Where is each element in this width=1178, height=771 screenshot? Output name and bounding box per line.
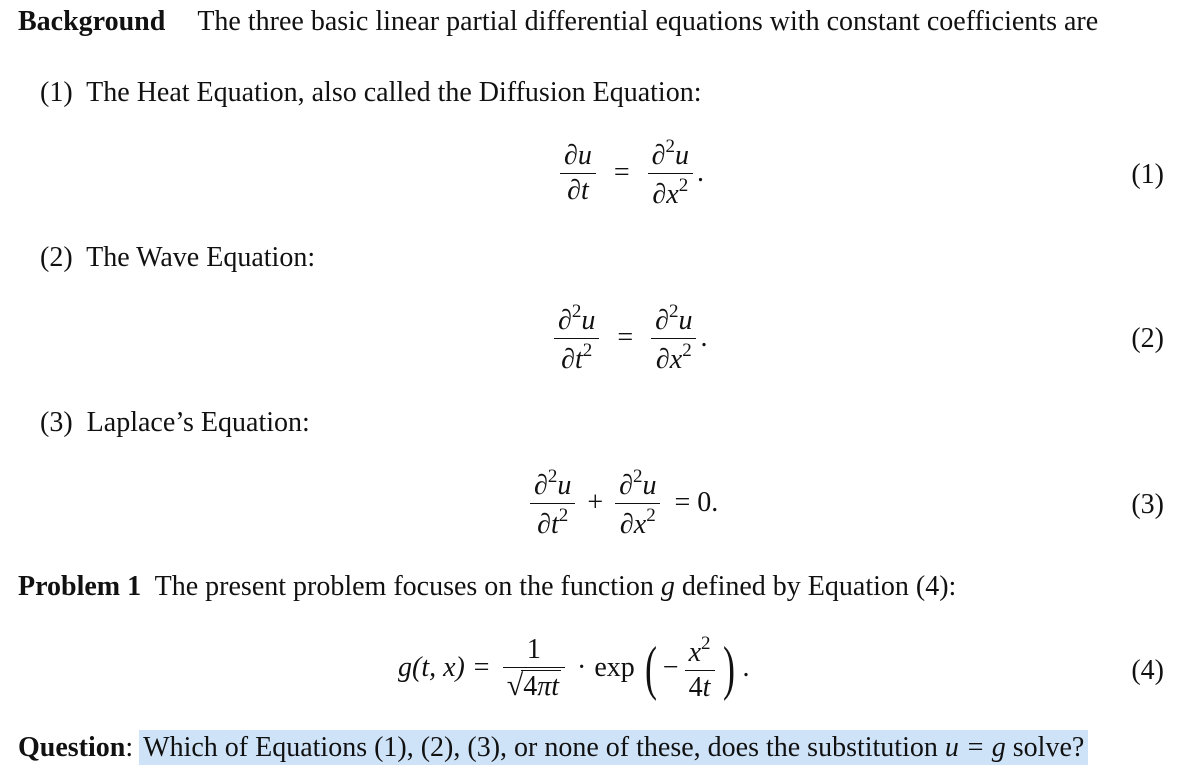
problem-heading: Problem 1 <box>18 571 142 602</box>
fraction: 1 √ 4πt <box>503 635 565 702</box>
question-highlight <box>139 730 1088 765</box>
item-heat-equation <box>40 79 701 107</box>
problem-text-after: defined by Equation (4): <box>681 571 957 602</box>
question-colon: : <box>125 732 134 763</box>
equation-4: g(t, x) = 1 √ 4πt · exp ( − $\frac{x^2}{4t}$ ) . <box>398 632 750 703</box>
equation-4-lhs: g(t, x) = <box>398 652 491 683</box>
equation-number-1: (1) <box>1131 159 1164 190</box>
background-heading: Background <box>18 6 166 37</box>
equation-number-3: (3) <box>1131 489 1164 520</box>
background-text: The three basic linear partial differential equations with constant coefficients are <box>197 6 1099 37</box>
fraction: $\frac{\partial^2u}{\partial x^2}$ <box>648 137 693 210</box>
question-math: u = g <box>944 732 1006 763</box>
item-label: (3) <box>40 407 73 438</box>
fraction: $\frac{\partial^2u}{\partial t^2}$ <box>530 467 575 540</box>
item-laplace-equation <box>40 409 310 437</box>
equation-1: $\frac{\partial u}{\partial t}$ = $\frac{\partial^2u}{\partial x^2}$ . <box>556 133 704 213</box>
fraction: $\frac{\partial u}{\partial t}$ <box>560 141 596 206</box>
problem-text-before: The present problem focuses on the function <box>154 571 654 602</box>
equation-3: $\frac{\partial^2u}{\partial t^2}$ + $\frac{\partial^2u}{\partial x^2}$ = 0. <box>526 463 718 543</box>
exp-function: exp <box>594 652 635 683</box>
fraction: $\frac{\partial^2u}{\partial x^2}$ <box>651 302 696 375</box>
problem-symbol: g <box>660 571 675 602</box>
item-text: The Heat Equation, also called the Diffusion Equation: <box>86 77 702 108</box>
item-label: (2) <box>40 242 73 273</box>
question-text-after: solve? <box>1012 732 1085 763</box>
background-paragraph <box>18 8 1098 36</box>
question-heading: Question <box>18 732 126 763</box>
fraction: $\frac{\partial^2u}{\partial x^2}$ <box>615 467 660 540</box>
problem-paragraph <box>18 573 956 601</box>
item-text: Laplace’s Equation: <box>86 407 310 438</box>
equation-2: $\frac{\partial^2u}{\partial t^2}$ = $\frac{\partial^2u}{\partial x^2}$ . <box>550 298 707 378</box>
item-label: (1) <box>40 77 73 108</box>
item-text: The Wave Equation: <box>86 242 316 273</box>
question-text-before: Which of Equations (1), (2), (3), or none of these, does the substitution <box>143 732 938 763</box>
fraction: $\frac{\partial^2u}{\partial t^2}$ <box>554 302 599 375</box>
item-wave-equation <box>40 244 315 272</box>
equation-number-2: (2) <box>1131 323 1164 354</box>
question-paragraph <box>18 734 1088 762</box>
fraction: $\frac{x^2}{4t}$ <box>685 634 715 703</box>
equation-number-4: (4) <box>1131 655 1164 686</box>
equation-3-rhs: = 0. <box>674 487 719 518</box>
